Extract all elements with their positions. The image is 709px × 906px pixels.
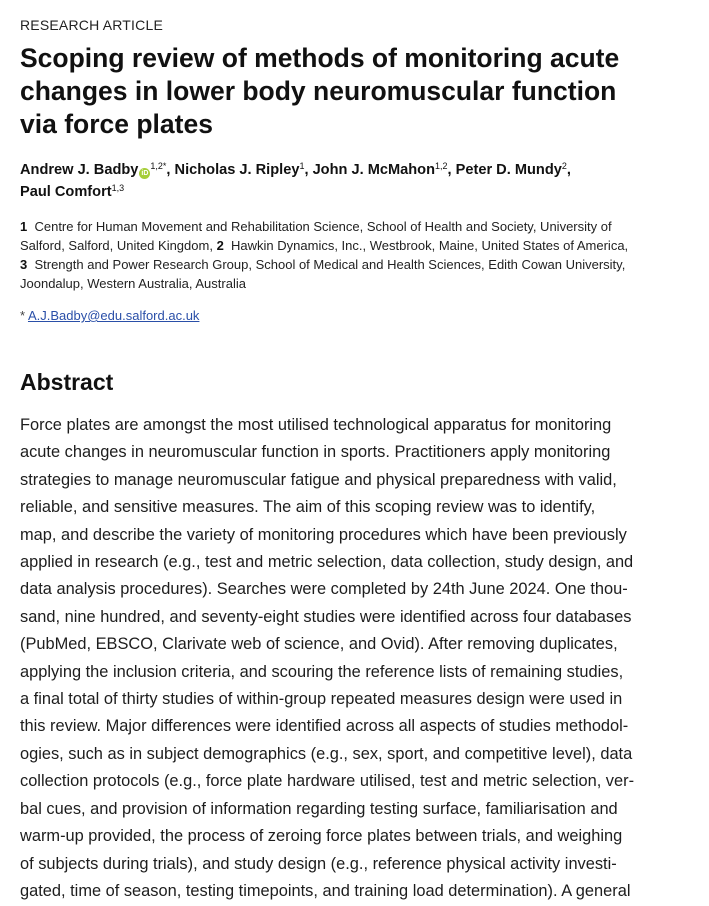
abstract-line: a final total of thirty studies of within-group repeated measures design were used in (20, 690, 623, 709)
title-line: via force plates (20, 109, 213, 139)
author-affiliation-sup: 1,2 (435, 161, 448, 171)
abstract-line: Force plates are amongst the most utilised technological apparatus for monitoring (20, 416, 612, 434)
abstract-line: gated, time of season, testing timepoints, and training load determination). A general (20, 881, 631, 900)
author-affiliation-sup: 1,3 (111, 183, 125, 193)
affiliations (20, 217, 705, 293)
author-affiliation-sup: 1 (299, 161, 305, 171)
abstract-line: data analysis procedures). Searches were completed by 24th June 2024. One thou- (20, 580, 628, 599)
abstract-line: collection protocols (e.g., force plate hardware utilised, test and metric selection, ver- (20, 772, 635, 791)
abstract-line: applying the inclusion criteria, and scouring the reference lists of remaining studies, (20, 662, 624, 681)
affiliation-number: 1 (20, 219, 28, 234)
abstract-line: acute changes in neuromuscular function in sports. Practitioners apply monitoring (20, 443, 611, 462)
abstract-body (20, 412, 700, 905)
affiliation-text: Joondalup, Western Australia, Australia (20, 276, 246, 291)
email-link[interactable]: A.J.Badby@edu.salford.ac.uk (27, 308, 200, 323)
abstract-heading: Abstract (20, 369, 114, 395)
author-name[interactable]: John J. McMahon (312, 162, 435, 178)
correspondence (20, 308, 199, 323)
abstract-line: applied in research (e.g., test and metric selection, data collection, study design, and (20, 553, 634, 572)
author-affiliation-sup: 2 (561, 161, 567, 171)
author-list: Andrew J. Badby $iD^{1,2*}$, Nicholas J. Ripley$^1$, John J. McMahon$^{1,2}$, Peter D. Mundy$^2$, Paul Comfort$^{1,3}$ (20, 161, 571, 200)
abstract-line: this review. Major differences were identified across all aspects of studies methodol- (20, 717, 629, 736)
author-name[interactable]: Nicholas J. Ripley (174, 162, 300, 178)
affiliation-text: Strength and Power Research Group, School of Medical and Health Sciences, Edith Cowan University, (34, 257, 626, 272)
orcid-icon[interactable]: iD (141, 170, 149, 177)
abstract-line: warm-up provided, the process of zeroing force plates between trials, and weighing (20, 827, 623, 846)
affiliation-text: Salford, Salford, United Kingdom, (20, 238, 213, 253)
affiliation-number: 2 (216, 238, 224, 253)
article-title (20, 42, 690, 141)
abstract-line: reliable, and sensitive measures. The aim of this scoping review was to identify, (20, 498, 596, 517)
author-name[interactable]: Paul Comfort (20, 184, 112, 200)
affiliation-text: Hawkin Dynamics, Inc., Westbrook, Maine, United States of America, (231, 238, 629, 253)
affiliation-number: 3 (20, 257, 28, 272)
affiliation-text: Centre for Human Movement and Rehabilitation Science, School of Health and Society, University of (34, 219, 612, 234)
abstract-line: of subjects during trials), and study design (e.g., reference physical activity investi- (20, 854, 617, 873)
abstract-line: map, and describe the variety of monitoring procedures which have been previously (20, 525, 627, 544)
abstract-line: sand, nine hundred, and seventy-eight studies were identified across four databases (20, 607, 632, 626)
author-name[interactable]: Peter D. Mundy (455, 162, 562, 178)
abstract-line: strategies to manage neuromuscular fatigue and physical preparedness with valid, (20, 470, 617, 489)
correspondence-marker: * (20, 308, 26, 323)
title-line: Scoping review of methods of monitoring acute (20, 43, 620, 73)
article-type-label: RESEARCH ARTICLE (20, 17, 163, 33)
author-affiliation-sup: 1,2* (150, 161, 167, 171)
author-name[interactable]: Andrew J. Badby (20, 162, 139, 178)
title-line: changes in lower body neuromuscular function (20, 76, 617, 106)
abstract-line: ogies, such as in subject demographics (e.g., sex, sport, and competitive level), data (20, 744, 633, 763)
abstract-line: bal cues, and provision of information regarding testing surface, familiarisation and (20, 799, 618, 818)
abstract-line: (PubMed, EBSCO, Clarivate web of science, and Ovid). After removing duplicates, (20, 635, 618, 654)
